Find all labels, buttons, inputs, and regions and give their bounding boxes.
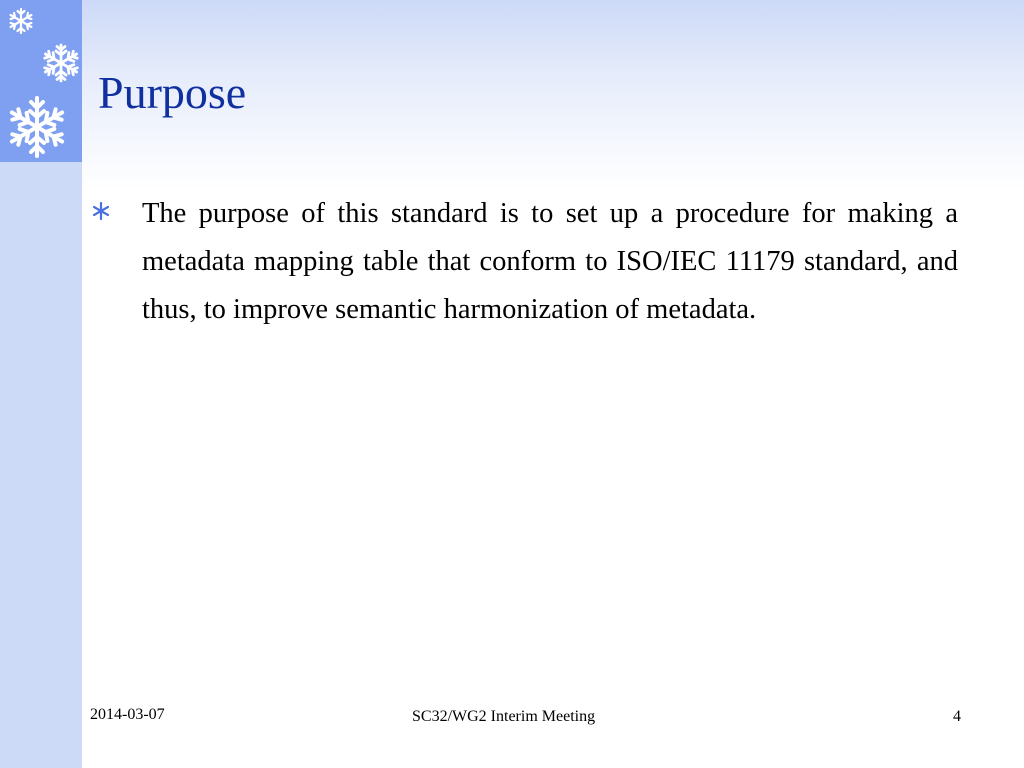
bullet-text: The purpose of this standard is to set up a procedure for making a metadata mapping table that conform to ISO/IEC 11179 standard, and thus, to improve semantic harmonization of metadata. bbox=[142, 198, 958, 325]
bullet-item bbox=[92, 190, 958, 334]
footer-date: 2014-03-07 bbox=[90, 706, 165, 723]
snowflake-small-icon bbox=[6, 6, 36, 36]
footer-meeting-name: SC32/WG2 Interim Meeting bbox=[412, 708, 596, 725]
snowflake-large-icon bbox=[4, 94, 70, 160]
snowflake-bullet-icon bbox=[92, 202, 110, 220]
snowflake-medium-icon bbox=[40, 42, 82, 84]
footer-page-number: 4 bbox=[953, 708, 961, 725]
slide-title: Purpose bbox=[98, 67, 247, 118]
